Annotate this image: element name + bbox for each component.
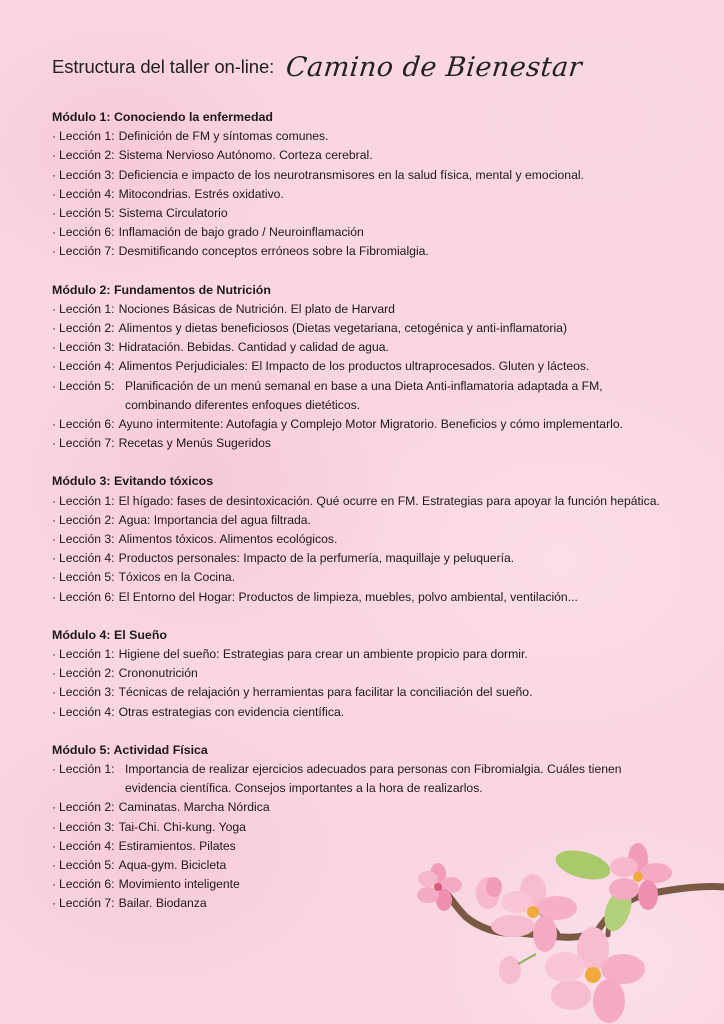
lesson-text-line: Nociones Básicas de Nutrición. El plato de Harvard [118,301,395,316]
bullet-icon: · [52,858,57,873]
lesson-text [119,645,528,664]
bullet-icon: · [52,129,57,144]
lesson-text [119,319,567,338]
bullet-icon: · [52,819,57,834]
lesson-text-line: El hígado: fases de desintoxicación. Qué ocurre en FM. Estrategias para apoyar la función hepática. [118,493,660,508]
lesson-label: Lección 5: [59,858,115,873]
lesson-text-line: Deficiencia e impacto de los neurotransmisores en la salud física, mental y emocional. [118,167,584,182]
module-title: Módulo 3: Evitando tóxicos [52,474,214,489]
lesson-label: Lección 2: [59,800,115,815]
bullet-icon: · [52,685,57,700]
bullet-icon: · [52,570,57,585]
lesson-text [119,818,246,837]
lesson-text-line: Caminatas. Marcha Nórdica [118,800,270,815]
lesson-text-line: Alimentos tóxicos. Alimentos ecológicos. [118,532,338,547]
lesson-text [119,223,364,242]
lesson-text [119,185,284,204]
bullet-icon: · [52,877,57,892]
lesson-item [52,223,712,242]
lesson-label: Lección 3: [59,819,115,834]
lesson-item [52,319,712,338]
lesson-text [119,415,623,434]
lesson-item [52,530,712,549]
lesson-label: Lección 6: [59,877,115,892]
lesson-label: Lección 6: [59,589,115,604]
lesson-label: Lección 7: [59,436,115,451]
script-title: Camino de Bienestar [284,51,584,83]
lesson-text-line: Ayuno intermitente: Autofagia y Complejo Motor Migratorio. Beneficios y cómo implementarlo. [118,417,623,432]
bullet-icon: · [52,512,57,527]
lesson-item [52,415,712,434]
blossom-bud-icon [499,954,536,984]
lesson-item [52,664,712,683]
bullet-icon: · [52,186,57,201]
lesson-label: Lección 4: [59,359,115,374]
lesson-item [52,300,712,319]
lesson-label: Lección 1: [59,762,115,777]
lesson-text [119,549,515,568]
lesson-item [52,683,712,702]
bullet-icon: · [52,206,57,220]
module-title: Módulo 4: El Sueño [52,627,167,642]
lesson-item [52,377,712,415]
lesson-text [119,127,329,146]
lesson-text-line: El Entorno del Hogar: Productos de limpieza, muebles, polvo ambiental, ventilación... [118,589,578,604]
lesson-item [52,127,712,146]
lesson-item [52,338,712,357]
module-section [52,108,712,262]
page-header [52,42,582,92]
lesson-text-line: Importancia de realizar ejercicios adecuados para personas con Fibromialgia. Cuáles tienen [125,762,622,777]
bullet-icon: · [52,148,57,163]
bullet-icon: · [52,762,57,777]
lesson-item [52,703,712,722]
lesson-item [52,357,712,376]
lesson-label: Lección 1: [59,493,115,508]
lesson-text [119,357,590,376]
lesson-text-line: Alimentos Perjudiciales: El Impacto de los productos ultraprocesados. Gluten y lácteos. [118,359,590,374]
bullet-icon: · [52,167,57,182]
lesson-label: Lección 5: [59,206,115,220]
lesson-label: Lección 1: [59,301,115,316]
lesson-item [52,818,712,837]
lesson-text [119,588,578,607]
lesson-label: Lección 6: [59,417,115,432]
lesson-text [119,894,207,913]
lesson-text [125,760,705,798]
bullet-icon: · [52,551,57,566]
lesson-label: Lección 2: [59,148,115,163]
page-title: Estructura del taller on-line: [52,56,275,77]
lesson-item [52,798,712,817]
module-section [52,472,712,606]
lesson-label: Lección 1: [59,647,115,662]
blossom-flower-icon [545,927,645,1023]
lesson-text [119,242,429,261]
lesson-label: Lección 4: [59,838,115,853]
lesson-label: Lección 2: [59,666,115,681]
lesson-text-line: Mitocondrias. Estrés oxidativo. [118,186,284,201]
lesson-label: Lección 3: [59,685,115,700]
lesson-text [119,568,236,587]
lesson-text [119,492,660,511]
lesson-text-line: Técnicas de relajación y herramientas para facilitar la conciliación del sueño. [118,685,533,700]
lesson-item [52,568,712,587]
bullet-icon: · [52,359,57,374]
bullet-icon: · [52,340,57,355]
lesson-text-line: Inflamación de bajo grado / Neuroinflamación [118,225,364,240]
cherry-blossom-illustration [408,835,724,1024]
lesson-text-line: Crononutrición [118,666,198,681]
lesson-text-line: Hidratación. Bebidas. Cantidad y calidad de agua. [118,340,389,355]
lesson-item [52,146,712,165]
lesson-text-line: Movimiento inteligente [118,877,240,892]
lesson-text-line: Sistema Nervioso Autónomo. Corteza cerebral. [118,148,373,163]
lesson-item [52,242,712,261]
course-structure [52,108,712,933]
bullet-icon: · [52,244,57,259]
lesson-item [52,588,712,607]
lesson-item [52,434,712,453]
lesson-item [52,645,712,664]
bullet-icon: · [52,378,57,393]
lesson-text-line: Agua: Importancia del agua filtrada. [118,512,311,527]
lesson-text-line: Tóxicos en la Cocina. [118,570,236,585]
bullet-icon: · [52,589,57,604]
lesson-text-continuation: evidencia científica. Consejos importantes a la hora de realizarlos. [125,781,483,796]
lesson-item [52,511,712,530]
lesson-text-line: Desmitificando conceptos erróneos sobre la Fibromialgia. [118,244,429,259]
bullet-icon: · [52,301,57,316]
lesson-text [119,664,198,683]
lesson-label: Lección 1: [59,129,115,144]
lesson-item [52,549,712,568]
bullet-icon: · [52,225,57,240]
module-title: Módulo 1: Conociendo la enfermedad [52,110,273,124]
lesson-text [119,530,338,549]
lesson-label: Lección 7: [59,244,115,259]
lesson-text-line: Sistema Circulatorio [118,206,228,220]
bullet-icon: · [52,647,57,662]
lesson-item [52,204,712,223]
lesson-text-line: Productos personales: Impacto de la perfumería, maquillaje y peluquería. [118,551,515,566]
lesson-text [119,875,240,894]
lesson-text [119,338,389,357]
lesson-label: Lección 6: [59,225,115,240]
bullet-icon: · [52,436,57,451]
lesson-item [52,760,712,798]
lesson-label: Lección 2: [59,512,115,527]
bullet-icon: · [52,666,57,681]
lesson-text-line: Alimentos y dietas beneficiosos (Dietas vegetariana, cetogénica y anti-inflamatoria) [118,321,568,335]
lesson-text-line: Higiene del sueño: Estrategias para crear un ambiente propicio para dormir. [118,647,528,662]
lesson-text [119,683,533,702]
lesson-label: Lección 4: [59,186,115,201]
lesson-label: Lección 3: [59,167,115,182]
lesson-text [119,837,236,856]
lesson-text-line: Estiramientos. Pilates [118,838,236,853]
bullet-icon: · [52,321,57,335]
lesson-text-line: Aqua-gym. Bicicleta [118,858,227,873]
lesson-text-line: Bailar. Biodanza [118,896,207,911]
lesson-label: Lección 4: [59,551,115,566]
lesson-label: Lección 5: [59,378,115,393]
lesson-text [119,166,584,185]
lesson-label: Lección 4: [59,704,115,719]
lesson-label: Lección 5: [59,570,115,585]
bullet-icon: · [52,704,57,719]
lesson-text-continuation: combinando diferentes enfoques dietéticos. [125,397,361,412]
lesson-text [119,204,228,223]
lesson-label: Lección 3: [59,340,115,355]
bullet-icon: · [52,417,57,432]
lesson-text [119,511,311,530]
lesson-item [52,185,712,204]
lesson-text [119,703,345,722]
bullet-icon: · [52,896,57,911]
lesson-text [125,377,705,415]
lesson-text [119,146,373,165]
lesson-text [119,856,227,875]
lesson-label: Lección 7: [59,896,115,911]
lesson-text-line: Recetas y Menús Sugeridos [118,436,271,451]
lesson-label: Lección 3: [59,532,115,547]
lesson-label: Lección 2: [59,321,115,335]
module-section [52,281,712,454]
module-section [52,626,712,722]
lesson-text [119,798,270,817]
lesson-item [52,166,712,185]
blossom-bud-icon [476,877,502,909]
bullet-icon: · [52,800,57,815]
bullet-icon: · [52,532,57,547]
bullet-icon: · [52,493,57,508]
module-title: Módulo 5: Actividad Física [52,742,208,757]
lesson-text-line: Definición de FM y síntomas comunes. [118,129,329,144]
lesson-text-line: Planificación de un menú semanal en base a una Dieta Anti-inflamatoria adaptada a FM, [125,378,603,393]
bullet-icon: · [52,838,57,853]
lesson-text-line: Otras estrategias con evidencia científica. [118,704,345,719]
lesson-item [52,492,712,511]
lesson-text [119,300,395,319]
lesson-text-line: Tai-Chi. Chi-kung. Yoga [118,819,246,834]
module-title: Módulo 2: Fundamentos de Nutrición [52,282,271,297]
lesson-text [119,434,271,453]
